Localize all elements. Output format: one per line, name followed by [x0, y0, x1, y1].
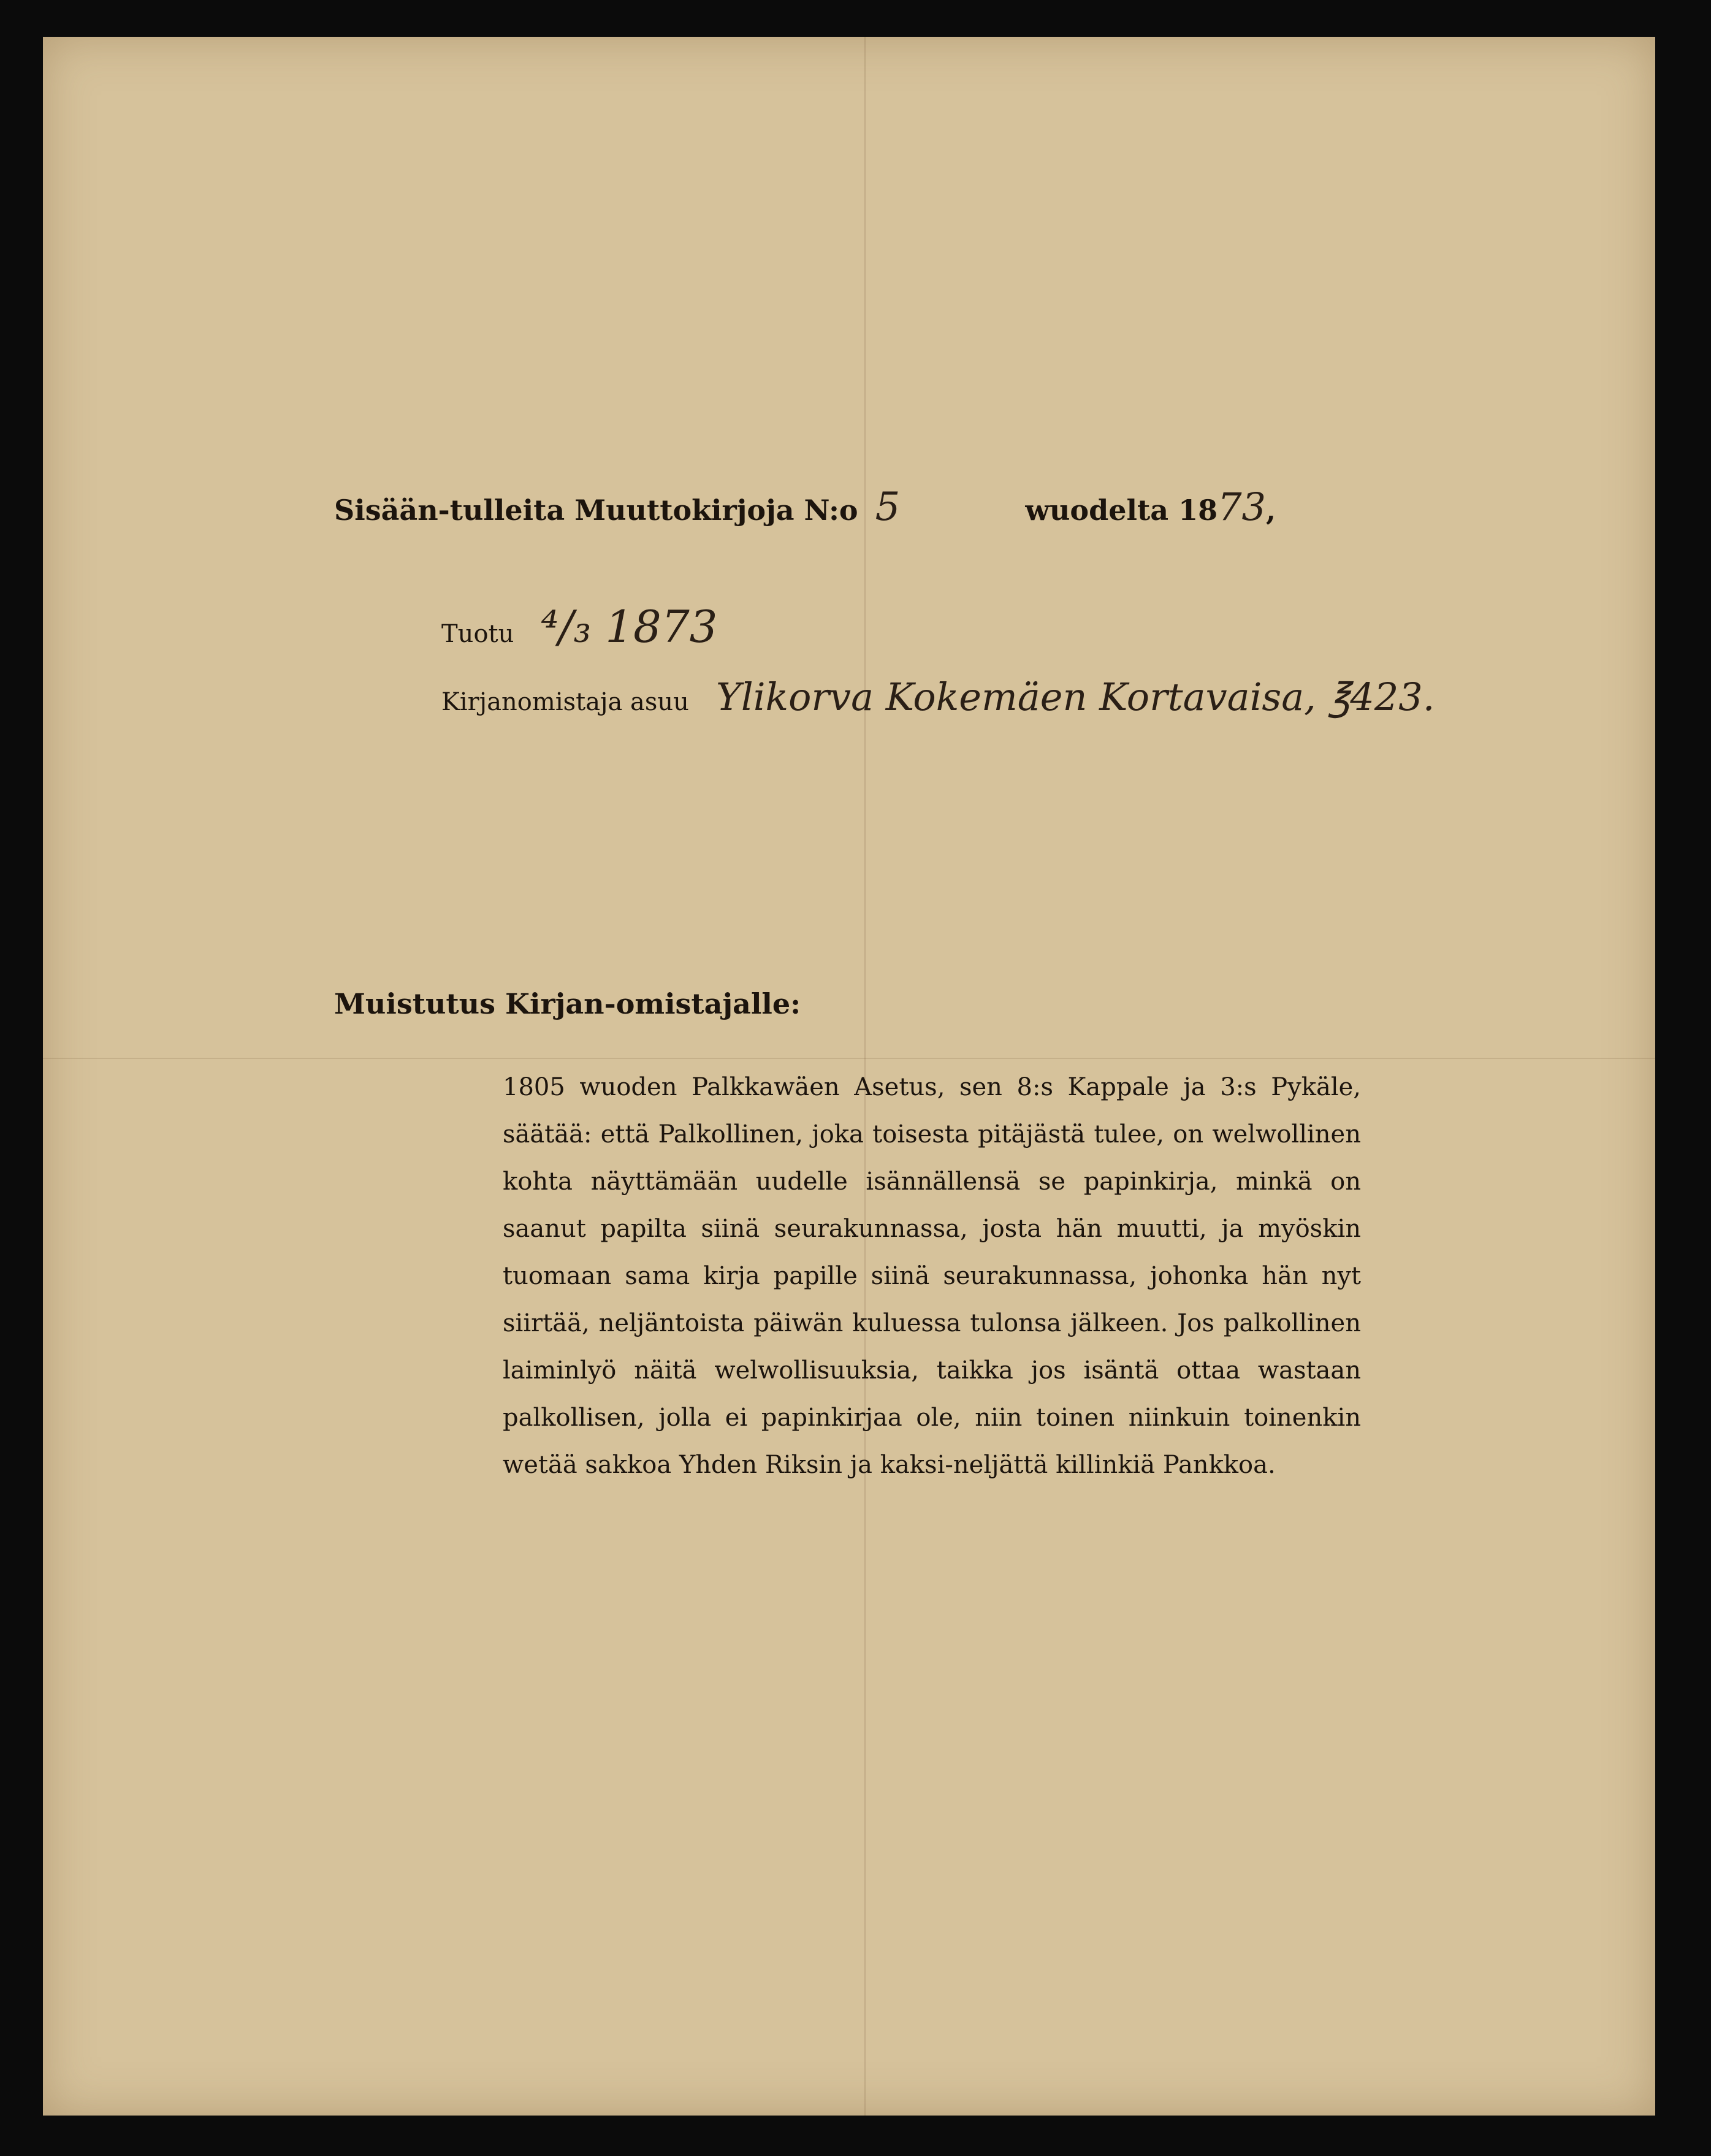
heading-comma: , [1266, 494, 1276, 527]
horizontal-fold-crease [43, 1058, 1655, 1059]
heading-year-label: wuodelta 18 [1025, 494, 1218, 527]
handwritten-number: 5 [875, 484, 901, 530]
owner-residence-value: Ylikorva Kokemäen Kortavaisa, ℥423. [715, 675, 1435, 719]
brought-field [441, 601, 717, 652]
reminder-text: 1805 wuoden Palkkawäen Asetus, sen 8:s Kappale ja 3:s Pykäle, säätää: että Palkollinen, joka toisesta pitäjästä tulee, on welwollinen kohta näyttämään uudelle isännällensä se papinkirja, minkä on saanut papilta siinä seurakunnassa, josta hän muutti, ja myöskin tuomaan sama kirja papille siinä seurakunnassa, johonka hän nyt siirtää, neljäntoista päiwän kuluessa tulonsa jälkeen. Jos palkollinen laiminlyö näitä welwollisuuksia, taikka jos isäntä ottaa wastaan palkollisen, jolla ei papinkirjaa ole, niin toinen niinkuin toinenkin wetää sakkoa Yhden Riksin ja kaksi-neljättä killinkiä Pankkoa. [503, 1073, 1361, 1479]
heading-prefix: Sisään-tulleita Muuttokirjoja N:o [334, 494, 858, 527]
brought-label: Tuotu [441, 620, 514, 648]
owner-field [441, 675, 1435, 719]
reminder-title: Muistutus Kirjan-omistajalle: [334, 987, 801, 1020]
brought-value: ⁴/₃ 1873 [541, 601, 718, 652]
owner-label: Kirjanomistaja asuu [441, 688, 689, 716]
handwritten-year-suffix: 73 [1218, 484, 1267, 529]
document-heading [334, 484, 1276, 530]
